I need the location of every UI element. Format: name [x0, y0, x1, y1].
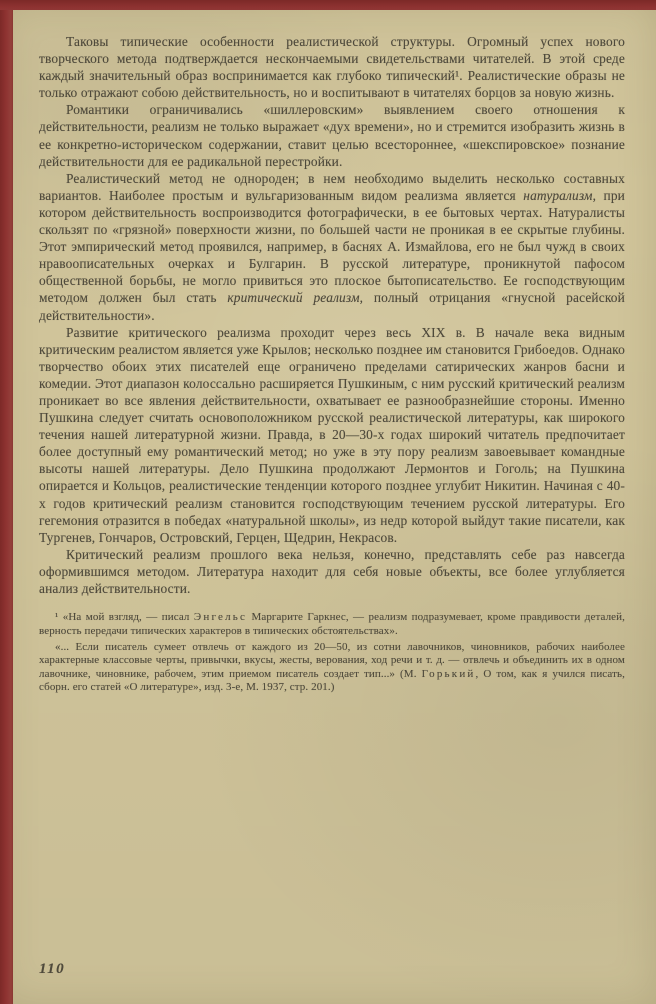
binding-edge-top — [0, 0, 656, 10]
body-paragraph: Критический реализм прошлого века нельзя, конечно, представлять себе раз навсегда оформившимся методом. Литература находит для себя новые объекты, все более углубляется анализ действительности. — [39, 546, 625, 596]
body-paragraph: Романтики ограничивались «шиллеровским» выявлением своего отношения к действительности, реализм не только выражает «дух времени», но и стремится изобразить жизнь в ее конкретно-историческом содержании, ставит целью всестороннее, «шекспировское» познание действительности для ее радикальной перестройки. — [39, 102, 625, 169]
page-text — [39, 33, 625, 695]
footnote-section — [39, 611, 625, 694]
binding-edge-left — [0, 0, 13, 1004]
footnote-paragraph: «... Если писатель сумеет отвлечь от каждого из 20—50, из сотни лавочников, чиновников, рабочих наиболее характерные классовые черты, привычки, вкусы, жесты, верования, ход речи и т. д. — отвлечь и объединить их в одном лавочнике, чиновнике, рабочем, этим приемом писатель создает тип...» (М. Горький, О том, как я учился писать, сборн. его статей «О литературе», изд. 3-е, М. 1937, стр. 201.) — [39, 640, 625, 694]
body-text — [39, 33, 625, 597]
body-paragraph: Реалистический метод не однороден; в нем необходимо выделить несколько составных вариантов. Наиболее простым и вульгаризованным видом реализма является натурализм, при котором действительность воспроизводится фотографически, в ее бытовых чертах. Натуралисты скользят по «грязной» поверхности жизни, по большей части не проникая в ее скрытые глубины. Этот эмпирический метод проявился, например, в баснях А. Измайлова, его не был чужд в своих нравоописательных очерках и Булгарин. В русской литературе, проникнутой пафосом общественной борьбы, не могло привиться это плоское бытописательство. Ее господствующим методом должен был стать критический реализм, полный отрицания «гнусной расейской действительности». — [39, 170, 625, 323]
body-paragraph: Развитие критического реализма проходит через весь XIX в. В начале века видным критическим реалистом является уже Крылов; несколько позднее им становится Грибоедов. Однако творчество обоих этих писателей еще ограничено пределами сатирических жанров басни и комедии. Этот диапазон колоссально расширяется Пушкиным, с ним русский критический реализм проникает во все явления действительности, охватывает ее разнообразнейшие стороны. Именно Пушкина следует считать основоположником русской реалистической литературы, как широкого течения нашей литературной жизни. Правда, в 20—30-х годах широкий читатель предпочитает более доступный ему романтический метод; но уже в эту пору реализм завоевывает командные высоты нашей литературы. Дело Пушкина продолжают Лермонтов и Гоголь; на Пушкина опирается и Кольцов, реалистические тенденции которого позднее углубит Никитин. Начиная с 40-х годов критический реализм становится господствующим течением русской литературы. Его гегемония отразится в победах «натуральной школы», из недр которой выйдут такие писатели, как Тургенев, Гончаров, Островский, Герцен, Щедрин, Некрасов. — [39, 324, 625, 545]
body-paragraph: Таковы типические особенности реалистической структуры. Огромный успех нового творческого метода подтверждается нескончаемыми свидетельствами читателей. В этой среде каждый значительный образ воспринимается как глубоко типический¹. Реалистические образы не только отражают собою действительность, но и воспитывают в читателях борцов за новую жизнь. — [39, 34, 625, 101]
page-number: 110 — [39, 961, 66, 977]
footnote-paragraph: ¹ «На мой взгляд, — писал Энгельс Маргарите Гаркнес, — реализм подразумевает, кроме правдивости деталей, верность передачи типических характеров в типических обстоятельствах». — [39, 611, 625, 637]
